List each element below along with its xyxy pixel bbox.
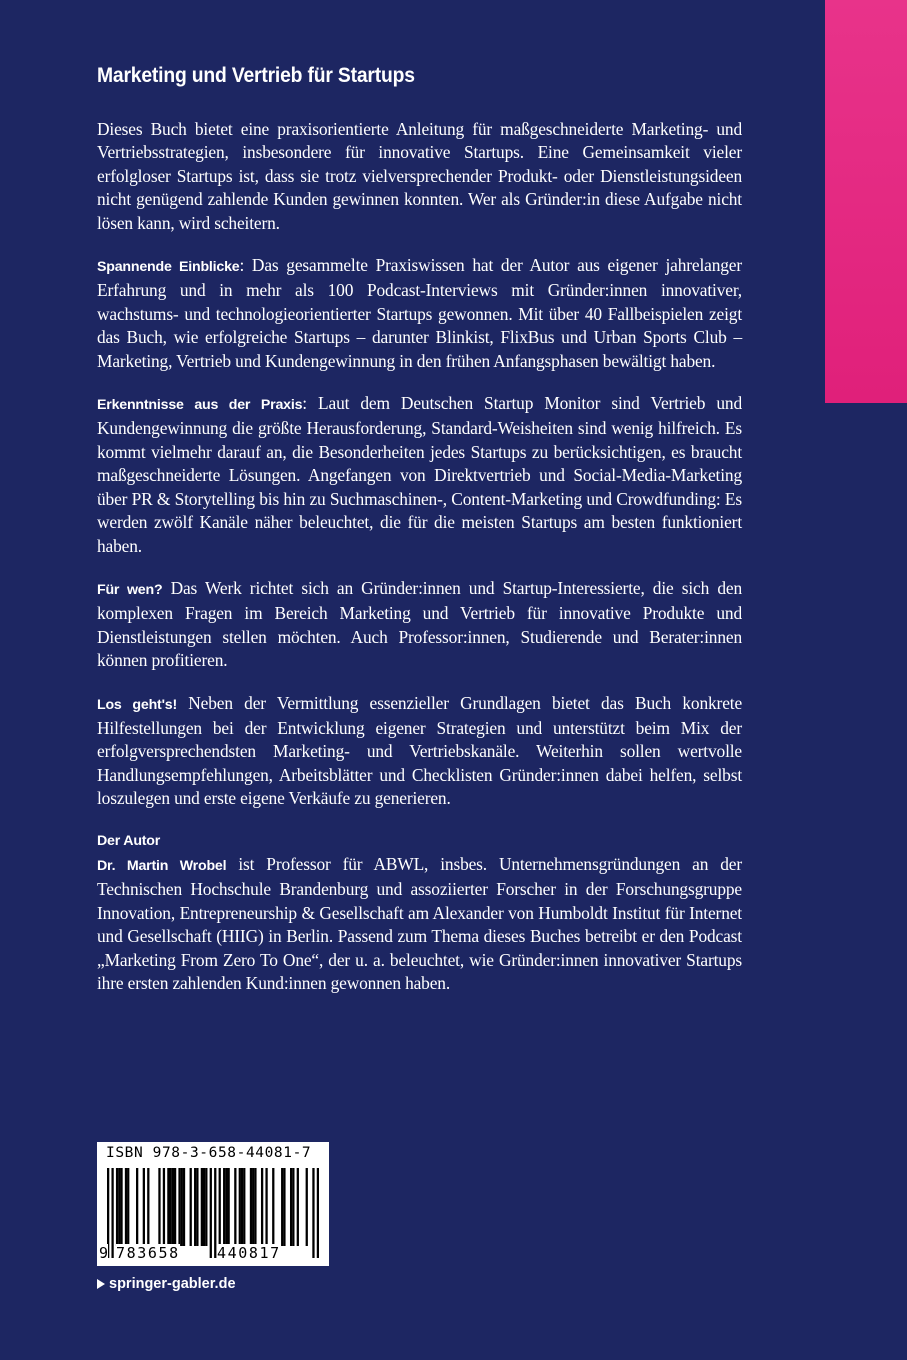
barcode-bar: [167, 1168, 169, 1246]
barcode-bar: [181, 1168, 183, 1246]
intro-paragraph: Dieses Buch bietet eine praxisorientierte Anleitung für maßgeschneiderte Marketing- und Vertriebsstrategien, insbesondere für innovative Startups. Eine Gemeinsamkeit vieler erfolgloser Startups ist, dass sie trotz vielversprechender Produkt- oder Dienstleistungsideen nicht genügend zahlende Kunden gewinnen konnten. Wer als Gründer:in diese Aufgabe nicht lösen kann, wird scheitern.: [97, 119, 742, 233]
section-text: Neben der Vermittlung essenzieller Grundlagen bietet das Buch konkrete Hilfestellungen bei der Entwicklung eigener Strategien und unterstützt beim Mix der erfolgversprechendsten Marketing- und Vertriebskanäle. Weiterhin sollen wertvolle Handlungsempfehlungen, Arbeitsblätter und Checklisten Gründer:innen dabei helfen, selbst loszulegen und erste eigene Verkäufe zu generieren.: [97, 692, 743, 809]
barcode-bar: [163, 1168, 165, 1246]
barcode-bar: [158, 1168, 160, 1246]
barcode-bar: [234, 1168, 236, 1246]
barcode-digit-first: 9: [99, 1244, 109, 1262]
barcode-bar: [292, 1168, 294, 1246]
barcode-bar: [228, 1168, 230, 1246]
barcode-bar: [205, 1168, 207, 1246]
barcode-bar: [290, 1168, 292, 1246]
barcode-bar: [283, 1168, 285, 1246]
section-lead: Los geht's!: [97, 696, 177, 713]
barcode-bar: [196, 1168, 198, 1246]
author-name: Dr. Martin Wrobel: [97, 857, 227, 874]
barcode-bar: [223, 1168, 225, 1246]
isbn-barcode: [97, 1142, 329, 1266]
barcode-bar: [241, 1168, 243, 1246]
barcode-bar: [136, 1168, 138, 1246]
barcode-bar: [143, 1168, 145, 1246]
author-heading: Der Autor: [97, 832, 161, 849]
book-title: Marketing und Vertrieb für Startups: [97, 64, 415, 87]
barcode-bar: [172, 1168, 174, 1246]
author-bio-text: ist Professor für ABWL, insbes. Unternehmensgründungen an der Technischen Hochschule Brandenburg und assoziierter Forscher in der Forschungsgruppe Innovation, Entrepreneurship & Gesellschaft am Alexander von Humboldt Institut für Internet und Gesellschaft (HIIG) in Berlin. Passend zum Thema dieses Buches betreibt er den Podcast „Marketing From Zero To One“, der u. a. beleuchtet, wie Gründer:innen innovativer Startups ihre ersten zahlenden Kund:innen gewonnen haben.: [97, 853, 742, 993]
barcode-bar: [178, 1168, 180, 1246]
barcode-bar: [254, 1168, 256, 1246]
barcode-bar: [252, 1168, 254, 1246]
section-text: Das Werk richtet sich an Gründer:innen und Startup-Interessierte, die sich den komplexen Fragen im Bereich Marketing und Vertrieb für innovative Produkte und Dienstleistungen stellen möchten. Auch Professor:innen, Studierende und Berater:innen können profitieren.: [97, 577, 742, 671]
barcode-bar: [225, 1168, 227, 1246]
isbn-label: ISBN 978-3-658-44081-7: [106, 1145, 312, 1161]
barcode-bar: [127, 1168, 129, 1246]
barcode-bar: [265, 1168, 267, 1246]
barcode-bar: [116, 1168, 118, 1246]
barcode-bar: [272, 1168, 274, 1246]
barcode-digits: [97, 1244, 329, 1264]
barcode-bar: [201, 1168, 203, 1246]
barcode-bar: [194, 1168, 196, 1246]
barcode-bar: [183, 1168, 185, 1246]
accent-color-bar: [825, 0, 907, 403]
barcode-bar: [250, 1168, 252, 1246]
barcode-bar: [174, 1168, 176, 1246]
section-start: [97, 692, 742, 811]
author-section: [97, 830, 742, 996]
publisher-website: [97, 1276, 236, 1292]
barcode-bar: [306, 1168, 308, 1246]
author-bio: [97, 853, 742, 995]
barcode-bar: [203, 1168, 205, 1246]
section-text: : Das gesammelte Praxiswissen hat der Autor aus eigener jahrelanger Erfahrung und in mehr als 100 Podcast-Interviews mit Gründer:innen innovativer, wachstums- und technologieorientierter Startups gewonnen. Mit über 40 Fallbeispielen zeigt das Buch, wie erfolgreiche Startups – darunter Blinkist, FlixBus und Urban Sports Club – Marketing, Vertrieb und Kundengewinnung in den frühen Anfangsphasen bewältigt haben.: [97, 255, 742, 371]
arrow-right-icon: [97, 1279, 105, 1289]
section-audience: [97, 577, 742, 673]
barcode-bar: [219, 1168, 221, 1246]
website-url: springer-gabler.de: [109, 1276, 236, 1292]
barcode-digits-left: 783658: [116, 1244, 180, 1262]
section-practice: [97, 392, 742, 558]
barcode-bar: [169, 1168, 171, 1246]
blurb-content: [97, 118, 742, 995]
barcode-digits-right: 440817: [217, 1244, 281, 1262]
section-lead: Erkenntnisse aus der Praxis: [97, 397, 303, 414]
barcode-bar: [118, 1168, 120, 1246]
section-lead: Für wen?: [97, 581, 163, 598]
barcode-bar: [147, 1168, 149, 1246]
barcode-bar: [239, 1168, 241, 1246]
barcode-bar: [261, 1168, 263, 1246]
section-text: : Laut dem Deutschen Startup Monitor sind Vertrieb und Kundengewinnung die größte Herausforderung, Standard-Weisheiten sind wenig hilfreich. Es kommt vielmehr darauf an, die Besonderheiten jedes Startups zu berücksichtigen, es braucht maßgeschneiderte Lösungen. Angefangen von Direktvertrieb und Social-Media-Marketing über PR & Storytelling bis hin zu Suchmaschinen-, Content-Marketing und Crowdfunding: Es werden zwölf Kanäle näher beleuchtet, die für die meisten Startups am besten funktioniert haben.: [97, 393, 743, 556]
barcode-bar: [297, 1168, 299, 1246]
barcode-bar: [120, 1168, 122, 1246]
barcode-bar: [281, 1168, 283, 1246]
barcode-bar: [190, 1168, 192, 1246]
barcode-bar: [125, 1168, 127, 1246]
section-insights: [97, 254, 742, 373]
section-lead: Spannende Einblicke: [97, 259, 240, 276]
barcode-bar: [243, 1168, 245, 1246]
